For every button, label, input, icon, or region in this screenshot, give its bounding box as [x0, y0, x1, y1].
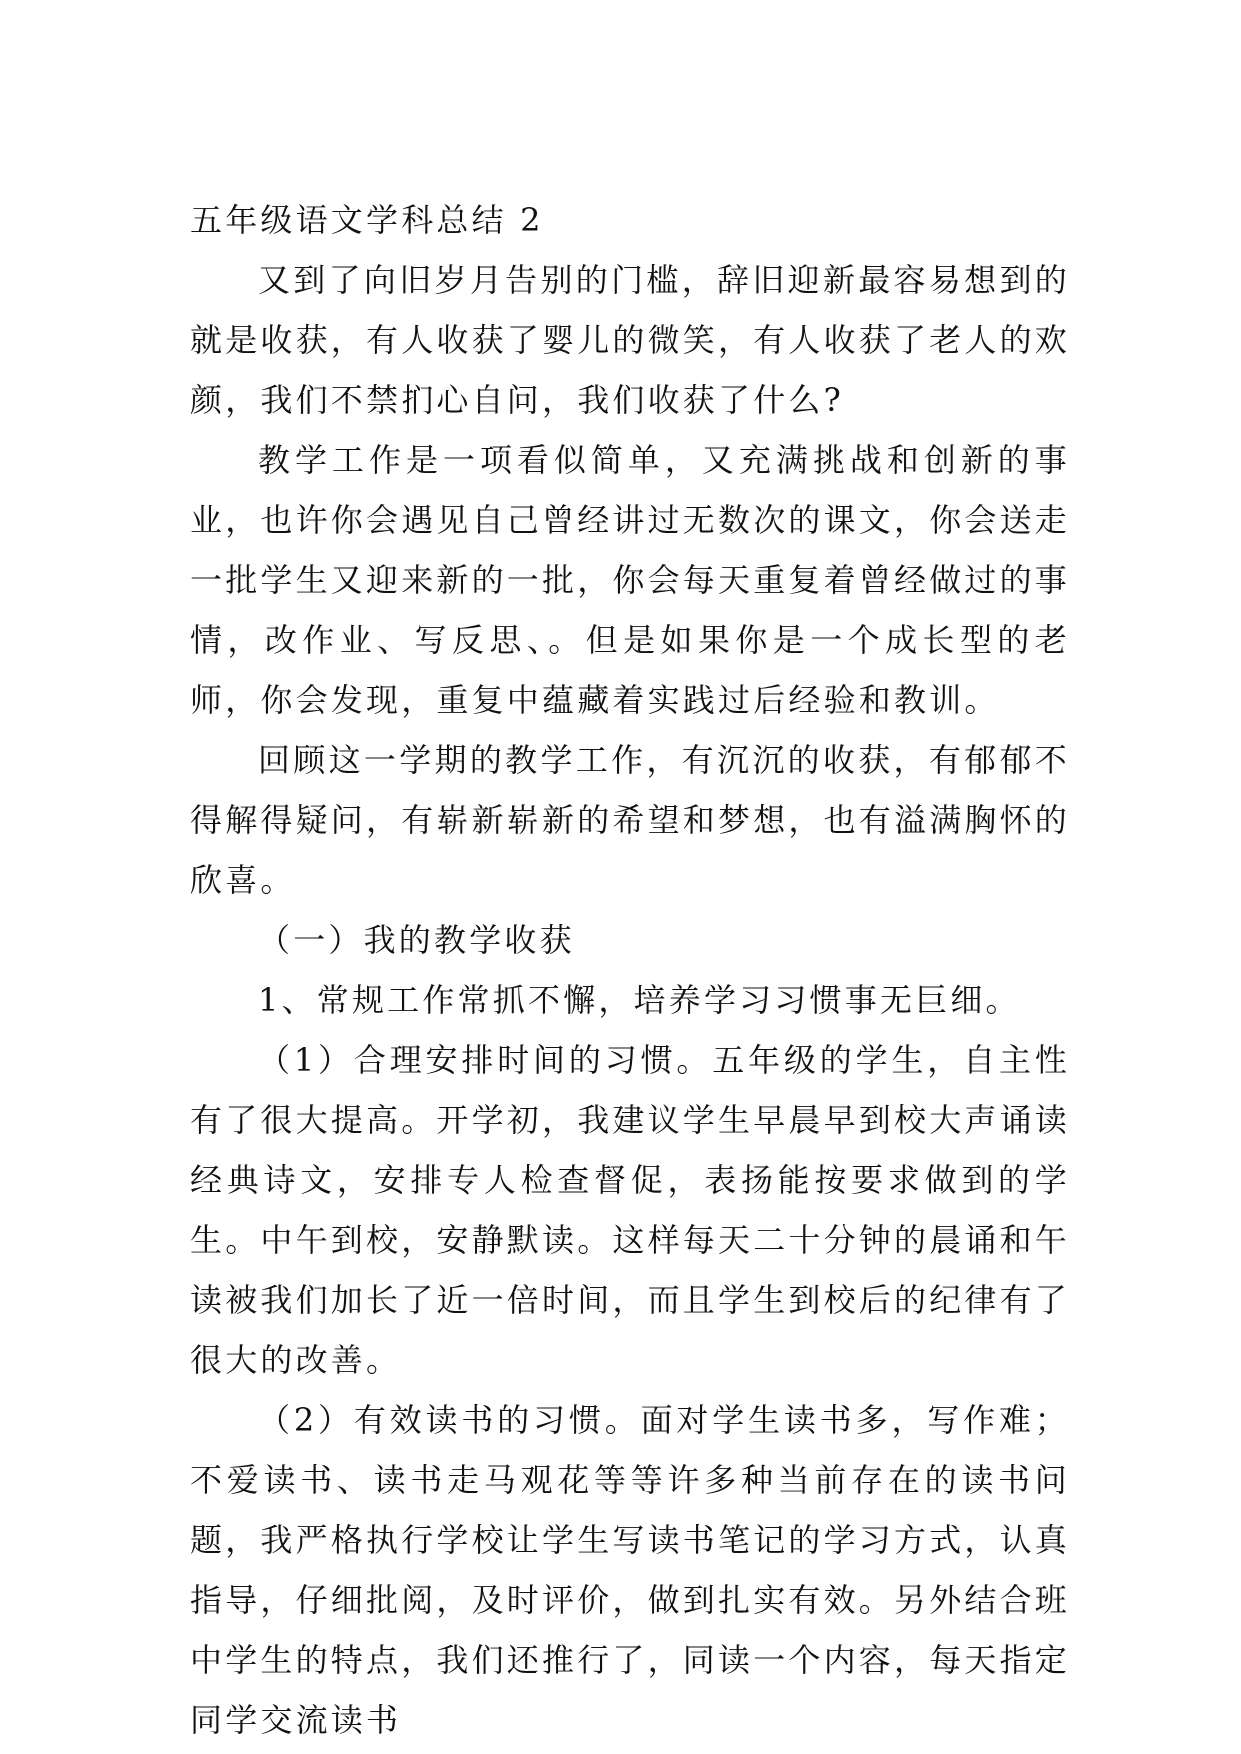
- document-body: [190, 190, 1070, 1750]
- document-title: 五年级语文学科总结 2: [190, 201, 544, 239]
- paragraph-teaching-work: 教学工作是一项看似简单，又充满挑战和创新的事业，也许你会遇见自己曾经讲过无数次的课文，你会送走一批学生又迎来新的一批，你会每天重复着曾经做过的事情，改作业、写反思、。但是如果你是一个成长型的老师，你会发现，重复中蕴藏着实践过后经验和教训。: [190, 441, 1071, 719]
- subheading: 1、常规工作常抓不懈，培养学习习惯事无巨细。: [258, 981, 1021, 1019]
- paragraph-intro: 又到了向旧岁月告别的门槛，辞旧迎新最容易想到的就是收获，有人收获了婴儿的微笑，有人收获了老人的欢颜，我们不禁扪心自问，我们收获了什么?: [190, 261, 1071, 419]
- item-time-habit: （1）合理安排时间的习惯。五年级的学生，自主性有了很大提高。开学初，我建议学生早晨早到校大声诵读经典诗文，安排专人检查督促，表扬能按要求做到的学生。中午到校，安静默读。这样每天二十分钟的晨诵和午读被我们加长了近一倍时间，而且学生到校后的纪律有了很大的改善。: [190, 1041, 1071, 1379]
- item-reading-habit: （2）有效读书的习惯。面对学生读书多，写作难；不爱读书、读书走马观花等等许多种当前存在的读书问题，我严格执行学校让学生写读书笔记的学习方式，认真指导，仔细批阅，及时评价，做到扎实有效。另外结合班中学生的特点，我们还推行了，同读一个内容，每天指定同学交流读书: [190, 1401, 1071, 1739]
- paragraph-review: 回顾这一学期的教学工作，有沉沉的收获，有郁郁不得解得疑问，有崭新崭新的希望和梦想，也有溢满胸怀的欣喜。: [190, 741, 1071, 899]
- section-heading: （一）我的教学收获: [258, 921, 575, 959]
